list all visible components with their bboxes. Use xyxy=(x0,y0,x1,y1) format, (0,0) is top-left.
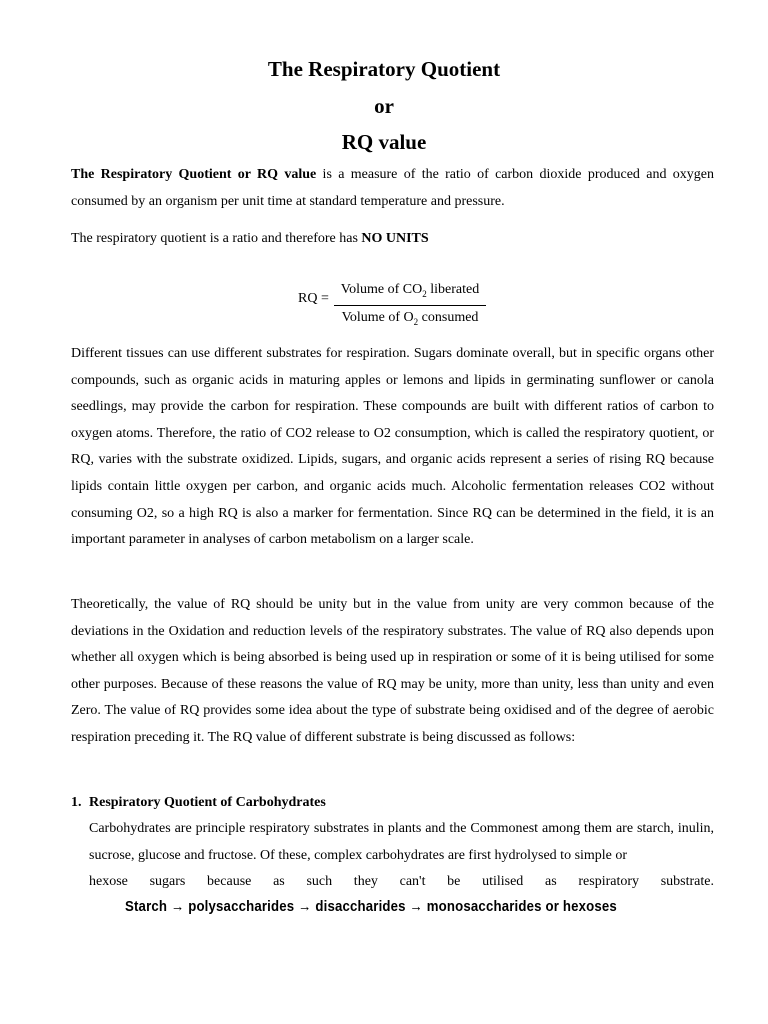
title-line-2: or xyxy=(374,94,394,118)
section-1-title: Respiratory Quotient of Carbohydrates xyxy=(89,795,326,810)
theory-paragraph: Theoretically, the value of RQ should be unity but in the value from unity are very common because of the deviations in the Oxidation and reduction levels of the respiratory substrates. The value of RQ also depends upon whether all oxygen which is being absorbed is being used up in respiration or some of it is being utilised for some other purposes. Because of these reasons the value of RQ may be unity, more than unity, less than unity and even Zero. The value of RQ provides some idea about the type of substrate being oxidised and of the degree of aerobic respiration preceding it. The RQ value of different substrate is being discussed as follows: xyxy=(71,597,714,745)
units-note xyxy=(71,226,714,253)
formula-lhs: RQ = xyxy=(298,291,329,306)
intro-paragraph xyxy=(71,162,714,215)
section-1-number: 1. xyxy=(71,795,82,810)
title-line-1: The Respiratory Quotient xyxy=(267,57,501,81)
section-1-body xyxy=(89,816,714,896)
title-line-3: RQ value xyxy=(341,130,427,154)
fraction-bar xyxy=(334,305,486,306)
substrates-paragraph: Different tissues can use different substrates for respiration. Sugars dominate overall, but in specific organs other compounds, such as organic acids in maturing apples or lemons and lipids in germinating sunflower or canola seedlings, may provide the carbon for respiration. These compounds are built with different ratios of carbon to oxygen atoms. Therefore, the ratio of CO2 release to O2 consumption, which is called the respiratory quotient, or RQ, varies with the substrate oxidized. Lipids, sugars, and organic acids represent a series of rising RQ because lipids contain little oxygen per carbon, and organic acids much. Alcoholic fermentation releases CO2 without consuming O2, so a high RQ is also a marker for fermentation. Since RQ can be determined in the field, it is an important parameter in analyses of carbon metabolism on a larger scale. xyxy=(71,346,714,548)
units-note-bold: NO UNITS xyxy=(361,231,429,246)
formula-denominator: Volume of $O_2$ consumed xyxy=(341,309,479,327)
intro-bold-term: The Respiratory Quotient or RQ value xyxy=(71,167,317,182)
formula-numerator: Volume of $CO_2$ liberated xyxy=(340,282,480,299)
units-note-text: The respiratory quotient is a ratio and therefore has xyxy=(71,231,362,246)
carbohydrate-pathway: Starch → polysaccharides → disaccharides → monosaccharides or hexoses xyxy=(125,898,617,915)
formula-fraction xyxy=(334,280,486,332)
section-1-body-last-line: hexose sugars because as such they can't be utilised as respiratory substrate. xyxy=(89,874,714,890)
section-1-heading xyxy=(71,790,326,816)
section-1-body-main: Carbohydrates are principle respiratory substrates in plants and the Commonest among them are starch, inulin, sucrose, glucose and fructose. Of these, complex carbohydrates are first hydrolysed to simple or xyxy=(89,821,714,863)
intro-text: is a measure of the ratio of carbon dioxide produced and oxygen consumed by an organism per unit time at standard temperature and pressure. xyxy=(71,167,714,209)
